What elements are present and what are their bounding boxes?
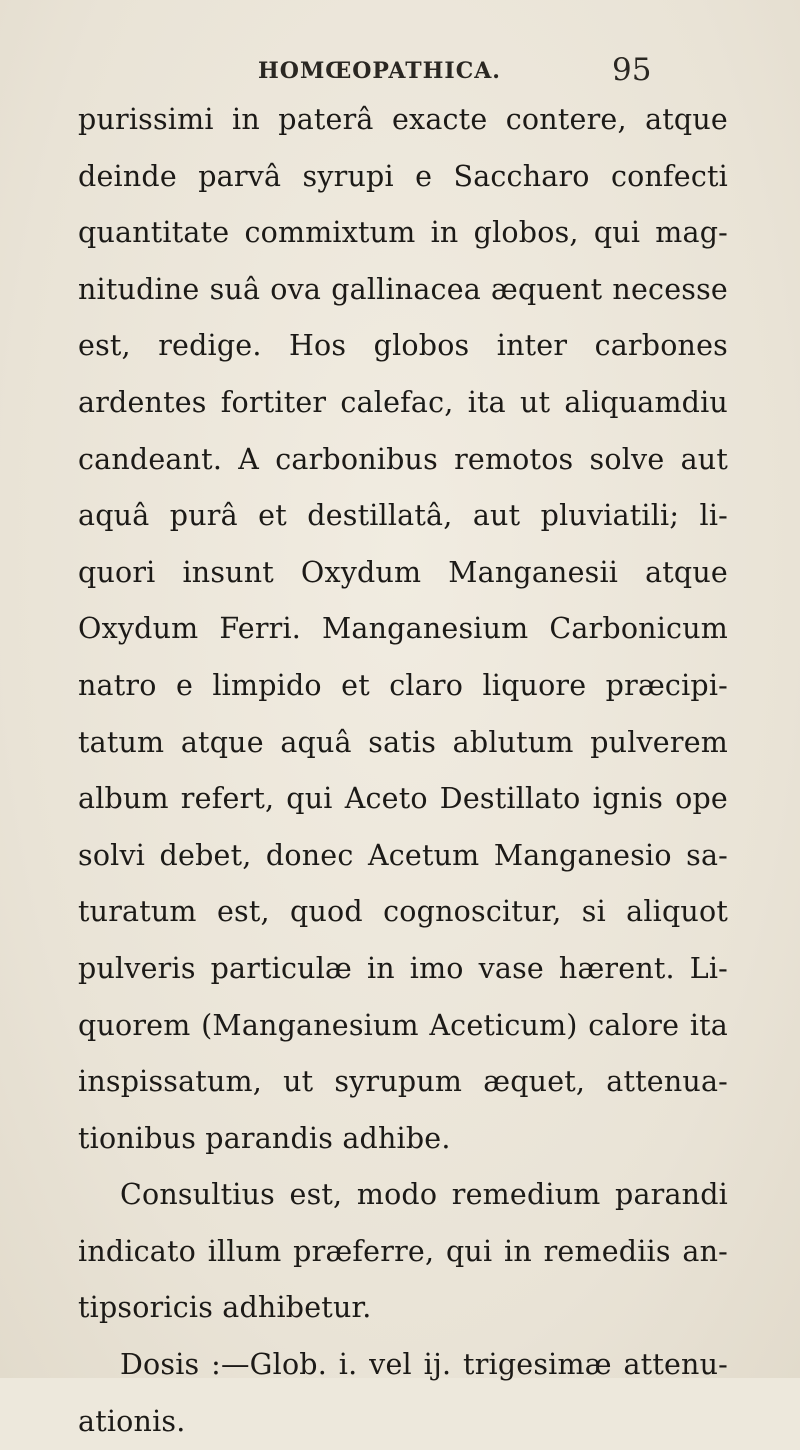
body-text [78, 92, 728, 1450]
text-line: tatum atque aquâ satis ablutum pulverem [78, 725, 728, 759]
text-line: Dosis :—Glob. i. vel ij. trigesimæ attenu- [120, 1348, 728, 1382]
text-line: Consultius est, modo remedium parandi [120, 1178, 728, 1212]
text-line: est, redige. Hos globos inter carbones [78, 329, 728, 363]
text-line: turatum est, quod cognoscitur, si aliquot [78, 895, 728, 929]
text-line: natro e limpido et claro liquore præcipi- [78, 668, 728, 702]
text-line: tionibus parandis adhibe. [78, 1121, 451, 1155]
text-line: album refert, qui Aceto Destillato ignis ope [78, 782, 728, 816]
text-line: pulveris particulæ in imo vase hærent. Li- [78, 951, 728, 985]
text-line: purissimi in paterâ exacte contere, atque [78, 103, 728, 136]
text-line: deinde parvâ syrupi e Saccharo confecti [78, 159, 728, 193]
text-line: quorem (Manganesium Aceticum) calore ita [78, 1008, 728, 1042]
page-number: 95 [612, 52, 652, 88]
text-line: inspissatum, ut syrupum æquet, attenua- [78, 1065, 728, 1099]
text-line: ationis. [78, 1404, 186, 1438]
text-line: candeant. A carbonibus remotos solve aut [78, 442, 728, 476]
text-line: ardentes fortiter calefac, ita ut aliquamdiu [78, 385, 728, 419]
text-line: quantitate commixtum in globos, qui mag- [78, 216, 728, 250]
running-head: HOMŒOPATHICA. [258, 58, 501, 84]
text-line: Oxydum Ferri. Manganesium Carbonicum [78, 612, 728, 646]
text-line: solvi debet, donec Acetum Manganesio sa- [78, 838, 728, 872]
page-header [0, 52, 800, 92]
text-line: tipsoricis adhibetur. [78, 1291, 372, 1325]
text-line: quori insunt Oxydum Manganesii atque [78, 555, 728, 589]
text-line: indicato illum præferre, qui in remediis an- [78, 1234, 728, 1268]
text-line: aquâ purâ et destillatâ, aut pluviatili; li- [78, 499, 728, 533]
text-line: nitudine suâ ova gallinacea æquent necesse [78, 272, 728, 306]
